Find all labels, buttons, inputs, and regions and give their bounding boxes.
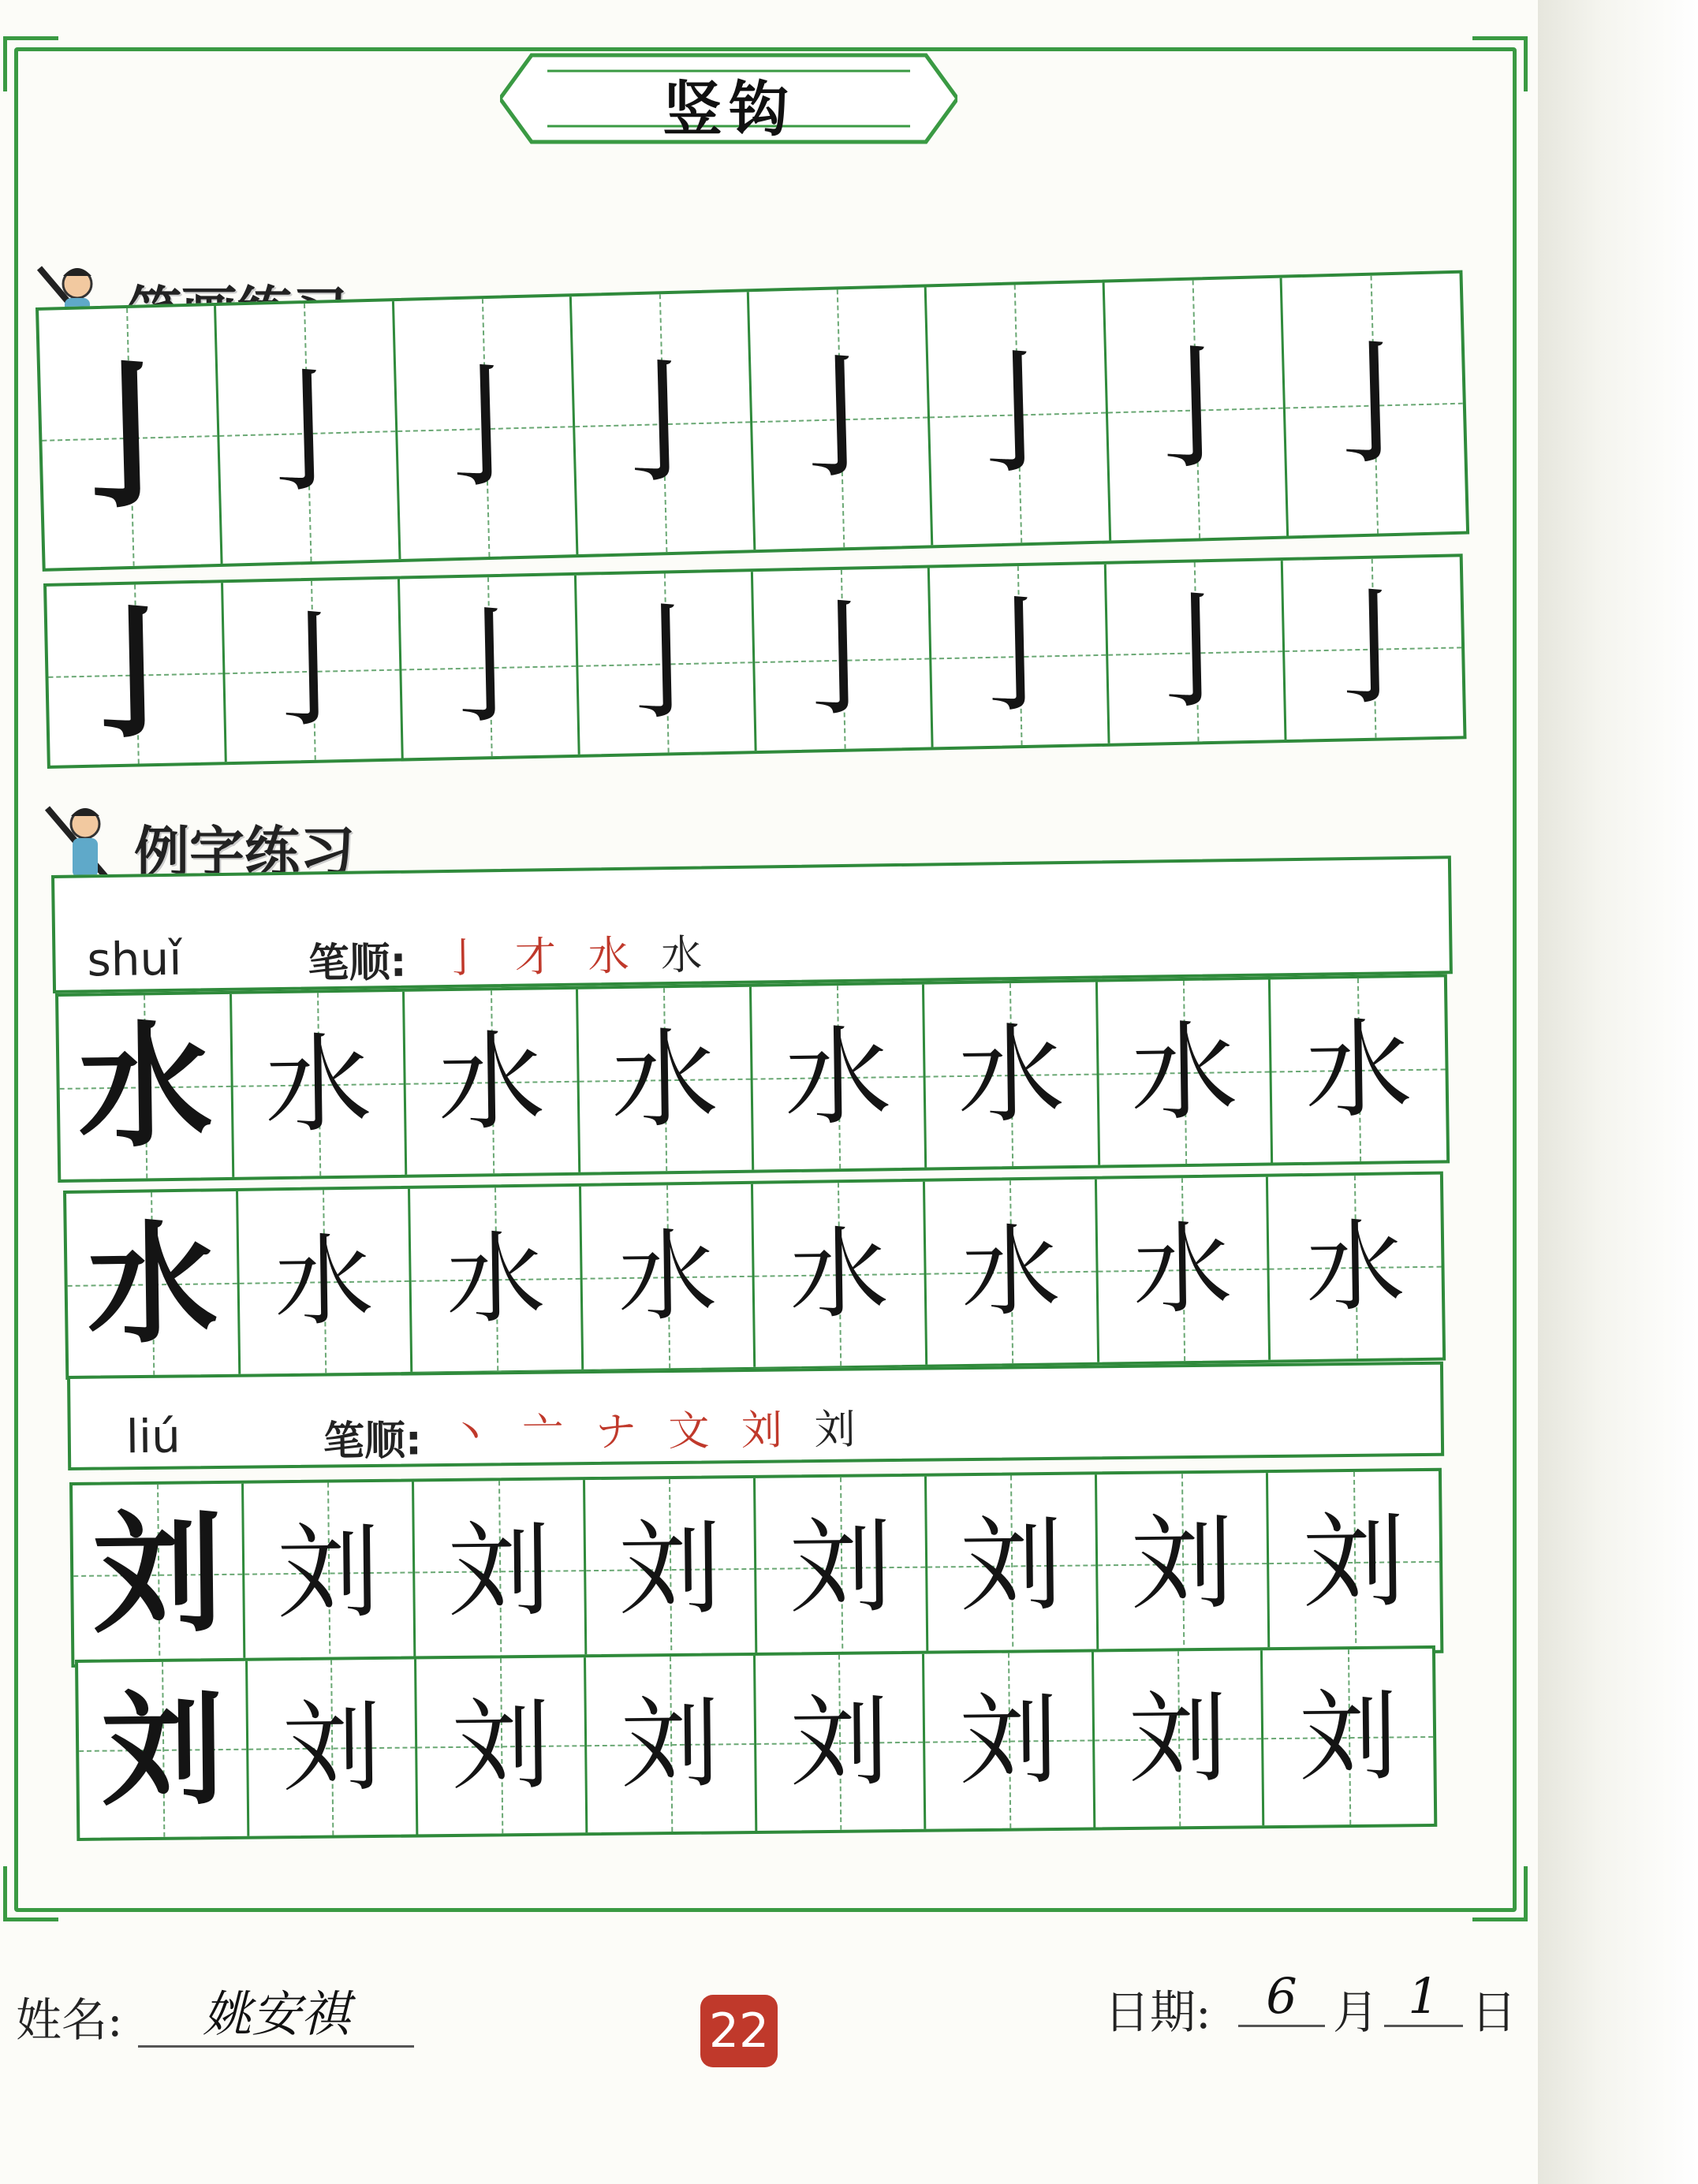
char-glyph: 刘 bbox=[100, 1676, 225, 1823]
char-glyph: 水 bbox=[1305, 1209, 1406, 1325]
order-step: 丶 bbox=[449, 1410, 501, 1458]
char-glyph: 刘 bbox=[789, 1684, 890, 1801]
char-glyph: 刘 bbox=[618, 1508, 722, 1630]
char-glyph: 水 bbox=[957, 1012, 1065, 1138]
stroke-glyph: 亅 bbox=[62, 589, 209, 758]
char-glyph: 水 bbox=[437, 1019, 546, 1145]
corner-ornament bbox=[1472, 36, 1528, 91]
order-step: 亅 bbox=[442, 934, 493, 983]
order-step: 才 bbox=[514, 933, 566, 982]
grid-cell[interactable] bbox=[47, 583, 227, 766]
grid-cell[interactable] bbox=[1097, 1473, 1270, 1653]
stroke-glyph: 亅 bbox=[416, 348, 554, 508]
grid-cell[interactable] bbox=[1263, 1649, 1434, 1825]
grid-cell[interactable] bbox=[223, 580, 404, 762]
grid-cell[interactable] bbox=[577, 572, 757, 755]
char-glyph: 水 bbox=[783, 1014, 892, 1140]
stroke-glyph: 亅 bbox=[771, 338, 909, 499]
stroke-glyph: 亅 bbox=[777, 583, 907, 734]
grid-cell[interactable] bbox=[572, 292, 756, 554]
pinyin-bar-liu bbox=[67, 1362, 1444, 1470]
char-grid-liu-row-2 bbox=[75, 1645, 1437, 1841]
stroke-grid-row-1 bbox=[35, 270, 1469, 572]
page-title: 竖钩 bbox=[662, 74, 795, 144]
char-glyph: 刘 bbox=[1298, 1679, 1399, 1795]
order-step: 亠 bbox=[522, 1409, 573, 1457]
char-glyph: 刘 bbox=[789, 1506, 893, 1627]
char-glyph: 水 bbox=[789, 1216, 890, 1332]
grid-cell[interactable] bbox=[216, 301, 401, 564]
stroke-order-steps bbox=[449, 1396, 865, 1459]
grid-cell[interactable] bbox=[1268, 1175, 1442, 1360]
char-grid-liu-row-1 bbox=[69, 1468, 1443, 1668]
pinyin-label: liú bbox=[125, 1409, 181, 1464]
grid-cell[interactable] bbox=[926, 1474, 1099, 1655]
day-field[interactable]: 1 bbox=[1384, 1967, 1463, 2027]
char-glyph: 水 bbox=[445, 1221, 547, 1337]
char-glyph: 刘 bbox=[1128, 1681, 1228, 1797]
name-field[interactable]: 姚安祺 bbox=[138, 1975, 414, 2048]
char-glyph: 水 bbox=[1132, 1211, 1233, 1328]
grid-cell[interactable] bbox=[586, 1656, 757, 1832]
paper-shadow bbox=[1538, 0, 1698, 2184]
order-step: 水 bbox=[588, 932, 640, 981]
month-field[interactable]: 6 bbox=[1238, 1967, 1325, 2027]
order-step: ナ bbox=[595, 1408, 647, 1456]
stroke-glyph: 亅 bbox=[600, 587, 730, 738]
section-title: 例字练习 bbox=[134, 819, 355, 885]
stroke-order-steps bbox=[442, 921, 712, 984]
grid-cell[interactable] bbox=[73, 1484, 245, 1664]
grid-cell[interactable] bbox=[1283, 557, 1464, 740]
order-step: 水 bbox=[660, 931, 712, 980]
grid-cell[interactable] bbox=[78, 1661, 249, 1838]
char-glyph: 刘 bbox=[282, 1690, 382, 1806]
grid-cell[interactable] bbox=[58, 994, 234, 1180]
stroke-glyph: 亅 bbox=[953, 580, 1084, 731]
grid-cell[interactable] bbox=[1267, 1471, 1440, 1652]
char-glyph: 刘 bbox=[620, 1686, 721, 1802]
grid-cell[interactable] bbox=[400, 576, 580, 758]
corner-ornament bbox=[1472, 1866, 1528, 1921]
grid-cell[interactable] bbox=[232, 992, 408, 1177]
grid-cell[interactable] bbox=[751, 985, 927, 1170]
corner-ornament bbox=[3, 36, 58, 91]
order-step: 刘 bbox=[814, 1406, 865, 1455]
grid-cell[interactable] bbox=[925, 1180, 1099, 1365]
char-glyph: 水 bbox=[77, 1007, 214, 1167]
month-label: 月 bbox=[1333, 1985, 1379, 2039]
char-glyph: 刘 bbox=[1130, 1503, 1234, 1624]
order-step: 文 bbox=[668, 1407, 719, 1456]
grid-cell[interactable] bbox=[753, 568, 934, 751]
order-step: 刘 bbox=[741, 1407, 793, 1455]
grid-cell[interactable] bbox=[416, 1657, 588, 1834]
char-glyph: 刘 bbox=[450, 1688, 551, 1804]
grid-cell[interactable] bbox=[756, 1477, 928, 1657]
char-grid-shui-row-1 bbox=[55, 974, 1450, 1183]
stroke-glyph: 亅 bbox=[1304, 324, 1443, 485]
stroke-glyph: 亅 bbox=[48, 341, 211, 532]
grid-cell[interactable] bbox=[1282, 274, 1466, 536]
grid-cell[interactable] bbox=[410, 1187, 584, 1372]
stroke-glyph: 亅 bbox=[593, 343, 732, 503]
name-label: 姓名: bbox=[16, 1993, 123, 2047]
stroke-order-label: 笔顺: bbox=[323, 1417, 422, 1466]
grid-cell[interactable] bbox=[1106, 561, 1287, 744]
char-glyph: 刘 bbox=[958, 1683, 1059, 1798]
grid-cell[interactable] bbox=[414, 1480, 587, 1660]
char-glyph: 水 bbox=[263, 1021, 373, 1147]
stroke-glyph: 亅 bbox=[1130, 576, 1260, 727]
stroke-glyph: 亅 bbox=[247, 594, 377, 746]
stroke-glyph: 亅 bbox=[1125, 329, 1265, 490]
grid-cell[interactable] bbox=[749, 287, 934, 550]
grid-cell[interactable] bbox=[1271, 977, 1446, 1162]
char-glyph: 水 bbox=[617, 1218, 718, 1335]
char-glyph: 水 bbox=[274, 1224, 375, 1340]
date-label: 日期: bbox=[1104, 1985, 1211, 2039]
grid-cell[interactable] bbox=[1094, 1650, 1265, 1827]
grid-cell[interactable] bbox=[927, 283, 1111, 546]
stroke-glyph: 亅 bbox=[238, 352, 377, 512]
char-glyph: 刘 bbox=[959, 1504, 1064, 1626]
title-ribbon bbox=[500, 39, 957, 158]
char-glyph: 刘 bbox=[276, 1511, 381, 1633]
pinyin-bar-shui bbox=[51, 855, 1453, 993]
grid-cell[interactable] bbox=[244, 1481, 416, 1662]
char-glyph: 水 bbox=[1130, 1009, 1239, 1135]
char-glyph: 水 bbox=[610, 1016, 719, 1142]
grid-cell[interactable] bbox=[581, 1184, 756, 1370]
char-glyph: 水 bbox=[1304, 1007, 1413, 1133]
corner-ornament bbox=[3, 1866, 58, 1921]
grid-cell[interactable] bbox=[394, 296, 578, 559]
grid-cell[interactable] bbox=[66, 1191, 241, 1377]
grid-cell[interactable] bbox=[578, 987, 754, 1172]
grid-cell[interactable] bbox=[755, 1654, 926, 1831]
char-glyph: 刘 bbox=[91, 1496, 224, 1651]
char-grid-shui-row-2 bbox=[63, 1172, 1446, 1380]
grid-cell[interactable] bbox=[1096, 1177, 1271, 1362]
grid-cell[interactable] bbox=[405, 990, 580, 1175]
char-glyph: 水 bbox=[961, 1213, 1062, 1330]
grid-cell[interactable] bbox=[924, 1652, 1095, 1828]
grid-cell[interactable] bbox=[585, 1478, 758, 1659]
stroke-glyph: 亅 bbox=[1308, 572, 1439, 723]
char-glyph: 水 bbox=[86, 1206, 218, 1362]
grid-cell[interactable] bbox=[753, 1182, 927, 1367]
char-glyph: 刘 bbox=[447, 1510, 551, 1631]
char-glyph: 刘 bbox=[1302, 1500, 1406, 1623]
grid-cell[interactable] bbox=[924, 982, 1100, 1168]
stroke-glyph: 亅 bbox=[424, 591, 554, 742]
stroke-glyph: 亅 bbox=[948, 334, 1087, 494]
grid-cell[interactable] bbox=[930, 565, 1110, 747]
grid-cell[interactable] bbox=[39, 306, 223, 568]
stroke-grid-row-2 bbox=[43, 553, 1467, 769]
grid-cell[interactable] bbox=[1104, 278, 1289, 541]
grid-cell[interactable] bbox=[1098, 979, 1274, 1165]
pinyin-label: shuǐ bbox=[87, 931, 182, 987]
page-number-badge: 22 bbox=[700, 1995, 778, 2067]
grid-cell[interactable] bbox=[238, 1189, 412, 1374]
stroke-order-label: 笔顺: bbox=[308, 938, 407, 988]
day-label: 日 bbox=[1471, 1985, 1517, 2039]
grid-cell[interactable] bbox=[248, 1659, 419, 1836]
